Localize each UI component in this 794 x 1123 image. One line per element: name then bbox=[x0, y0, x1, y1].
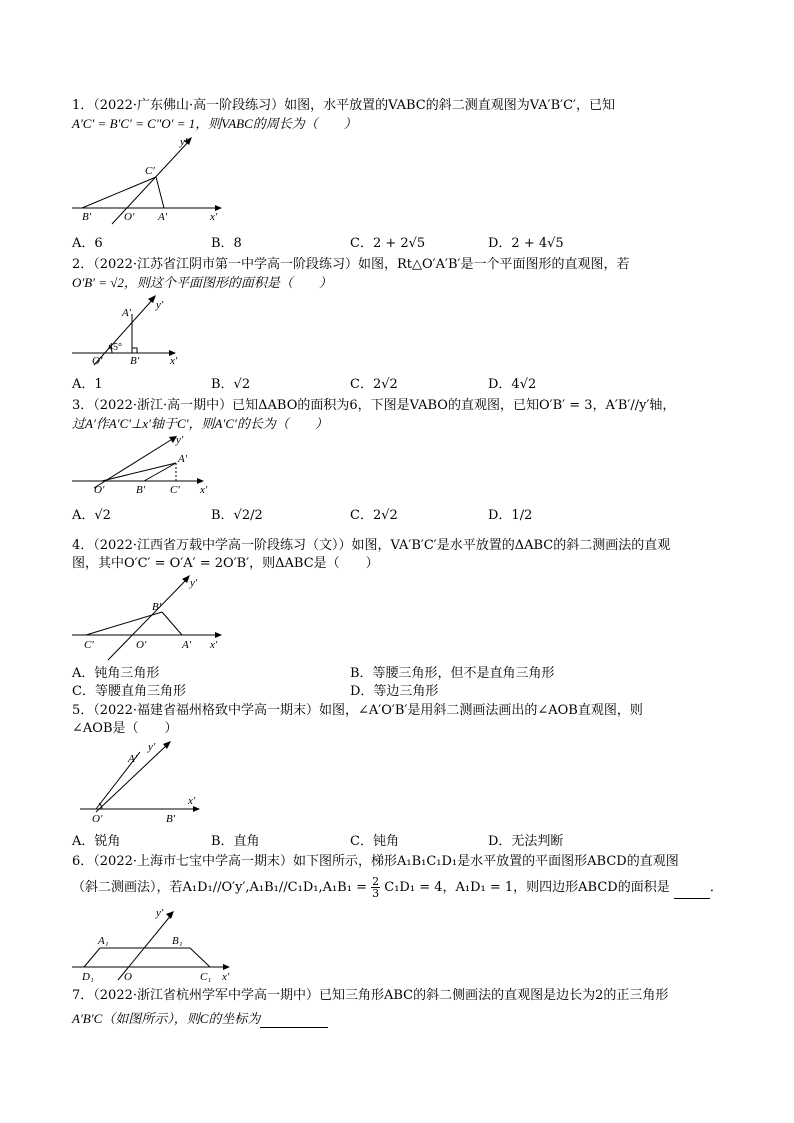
q2-option-d[interactable]: D．4√2 bbox=[488, 377, 537, 392]
q5-stem-line2: ∠AOB是（ ） bbox=[72, 721, 178, 736]
q1-option-b[interactable]: B．8 bbox=[211, 236, 242, 251]
q3-label-c: C′ bbox=[170, 484, 180, 496]
q7-stem-line1: 7．（2022·浙江省杭州学军中学高一期中）已知三角形ABC的斜二侧画法的直观图是边长为2的正三角形 bbox=[72, 988, 669, 1003]
q4-segment-cb bbox=[86, 612, 162, 635]
q5-option-d[interactable]: D．无法判断 bbox=[488, 834, 564, 849]
q2-label-b: B′ bbox=[130, 355, 140, 367]
q3-stem-line1: 3．（2022·浙江·高一期中）已知ΔABO的面积为6，下图是VABO的直观图，已知O′B′ = 3，A′B′//y′轴， bbox=[72, 398, 676, 413]
q7-stem-line2 bbox=[72, 1011, 328, 1028]
q4-label-o: O′ bbox=[136, 639, 147, 651]
q6-stem-part2: C₁D₁ = 4，A₁D₁ = 1，则四边形ABCD的面积是 bbox=[384, 880, 670, 895]
q3-label-b: B′ bbox=[136, 484, 146, 496]
q4-label-x: x′ bbox=[210, 639, 218, 651]
q6-x-axis-arrow bbox=[223, 964, 230, 970]
q6-label-d1: D₁ bbox=[82, 971, 94, 983]
q2-option-b[interactable]: B．√2 bbox=[211, 377, 251, 392]
q6-stem-line2 bbox=[72, 876, 723, 899]
q1-segment-ca bbox=[156, 177, 164, 208]
q2-label-angle: 45° bbox=[108, 342, 122, 353]
q3-label-y: y′ bbox=[176, 434, 184, 446]
q2-stem-line1: 2．（2022·江苏省江阴市第一中学高一阶段练习）如图，Rt△O′A′B′是一个平面图形的直观图，若 bbox=[72, 257, 630, 272]
q6-figure bbox=[72, 904, 242, 984]
q1-figure bbox=[72, 134, 232, 224]
q1-stem-line1: 1．（2022·广东佛山·高一阶段练习）如图，水平放置的VABC的斜二测直观图为VA′B′C′，已知 bbox=[72, 98, 616, 113]
q3-option-a[interactable]: A．√2 bbox=[72, 508, 111, 523]
q6-label-x: x′ bbox=[222, 971, 230, 983]
q2-y-axis-arrow bbox=[148, 295, 156, 303]
q2-label-x: x′ bbox=[170, 355, 178, 367]
q2-label-y: y′ bbox=[156, 299, 164, 311]
q5-label-b: B′ bbox=[166, 813, 176, 825]
q1-label-b: B′ bbox=[82, 211, 92, 223]
q4-x-axis-arrow bbox=[215, 632, 222, 638]
q6-segment-b1c1 bbox=[190, 948, 210, 967]
q5-stem-line1: 5．（2022·福建省福州格致中学高一期末）如图，∠A′O′B′是用斜二测画法画出的∠AOB直观图，则 bbox=[72, 703, 643, 718]
q5-option-b[interactable]: B．直角 bbox=[211, 834, 260, 849]
q6-fraction-den: 3 bbox=[372, 887, 380, 900]
q6-label-a1: A₁ bbox=[98, 935, 109, 947]
q5-label-o: O′ bbox=[92, 813, 103, 825]
q6-fraction bbox=[371, 876, 380, 899]
q6-label-o: O bbox=[124, 971, 132, 983]
q4-option-a[interactable]: A．钝角三角形 bbox=[72, 666, 160, 681]
q6-stem-end: ． bbox=[709, 880, 723, 895]
q6-stem-part1: （斜二测画法），若A₁D₁//O′y′,A₁B₁//C₁D₁,A₁B₁ = bbox=[72, 880, 367, 895]
q5-label-y: y′ bbox=[148, 741, 156, 753]
q4-option-d[interactable]: D．等边三角形 bbox=[350, 684, 439, 699]
q3-stem-line2: 过A′作A′C′⊥x′轴于C′，则A′C′的长为（ ） bbox=[72, 416, 328, 431]
q6-answer-blank[interactable] bbox=[674, 884, 710, 899]
q5-option-a[interactable]: A．锐角 bbox=[72, 834, 121, 849]
q3-option-b[interactable]: B．√2/2 bbox=[211, 508, 263, 523]
q5-label-x: x′ bbox=[188, 795, 196, 807]
q1-option-c[interactable]: C．2 + 2√5 bbox=[350, 236, 426, 251]
q2-label-o: O′ bbox=[92, 355, 103, 367]
q1-label-o: O′ bbox=[124, 211, 135, 223]
q4-segment-ba bbox=[162, 612, 182, 635]
q1-option-d[interactable]: D．2 + 4√5 bbox=[488, 236, 564, 251]
q3-label-o: O′ bbox=[94, 484, 105, 496]
q2-label-a: A′ bbox=[122, 307, 132, 319]
q4-y-axis-arrow bbox=[182, 575, 190, 583]
q5-figure bbox=[72, 738, 212, 828]
q4-option-b[interactable]: B．等腰三角形，但不是直角三角形 bbox=[350, 666, 555, 681]
q4-y-axis bbox=[108, 578, 188, 660]
q6-label-b1: B₁ bbox=[172, 935, 183, 947]
q6-stem-line1: 6．（2022·上海市七宝中学高一期末）如下图所示，梯形A₁B₁C₁D₁是水平放置的平面图形ABCD的直观图 bbox=[72, 854, 679, 869]
q2-option-a[interactable]: A．1 bbox=[72, 377, 103, 392]
q5-option-c[interactable]: C．钝角 bbox=[350, 834, 399, 849]
q4-label-c: C′ bbox=[84, 639, 94, 651]
q4-option-c[interactable]: C．等腰直角三角形 bbox=[72, 684, 186, 699]
q2-figure bbox=[72, 292, 192, 372]
q6-y-axis-arrow bbox=[166, 911, 174, 919]
q2-stem-line2: O′B′ = √2，则这个平面图形的面积是（ ） bbox=[72, 275, 332, 290]
q3-segment-ba bbox=[144, 463, 176, 481]
q3-label-a: A′ bbox=[178, 453, 188, 465]
q1-segment-bc bbox=[82, 177, 156, 208]
q1-label-a: A′ bbox=[158, 211, 168, 223]
q6-segment-d1a1 bbox=[84, 948, 100, 967]
q7-answer-blank[interactable] bbox=[260, 1013, 328, 1028]
q3-segment-oa bbox=[102, 463, 176, 481]
q4-label-a: A′ bbox=[182, 639, 192, 651]
q6-label-y: y′ bbox=[156, 907, 164, 919]
q4-stem-line2: 图，其中O′C′ = O′A′ = 2O′B′，则ΔABC是（ ） bbox=[72, 556, 379, 571]
q4-label-y: y′ bbox=[190, 577, 198, 589]
q3-option-d[interactable]: D．1/2 bbox=[488, 508, 533, 523]
q3-label-x: x′ bbox=[200, 484, 208, 496]
q6-fraction-num: 2 bbox=[372, 875, 380, 888]
q3-option-c[interactable]: C．2√2 bbox=[350, 508, 398, 523]
q4-stem-line1: 4．（2022·江西省万载中学高一阶段练习（文））如图，VA′B′C′是水平放置的ΔABC的斜二测画法的直观 bbox=[72, 538, 671, 553]
q3-figure bbox=[72, 432, 222, 496]
q7-stem-text: A′B′C（如图所示），则C的坐标为 bbox=[72, 1011, 261, 1026]
q1-label-x: x′ bbox=[210, 211, 218, 223]
q6-label-c1: C₁ bbox=[200, 971, 212, 983]
q1-label-y: y′ bbox=[180, 136, 188, 148]
q4-label-b: B′ bbox=[152, 601, 162, 613]
q2-right-angle-mark bbox=[132, 348, 137, 353]
q1-option-a[interactable]: A．6 bbox=[72, 236, 103, 251]
q1-stem-line2: A′C′ = B′C′ = C″O′ = 1，则VABC的周长为（ ） bbox=[72, 116, 357, 131]
q4-figure bbox=[72, 572, 232, 662]
q2-option-c[interactable]: C．2√2 bbox=[350, 377, 398, 392]
q1-label-c: C′ bbox=[145, 165, 155, 177]
q5-label-a: A′ bbox=[128, 753, 138, 765]
